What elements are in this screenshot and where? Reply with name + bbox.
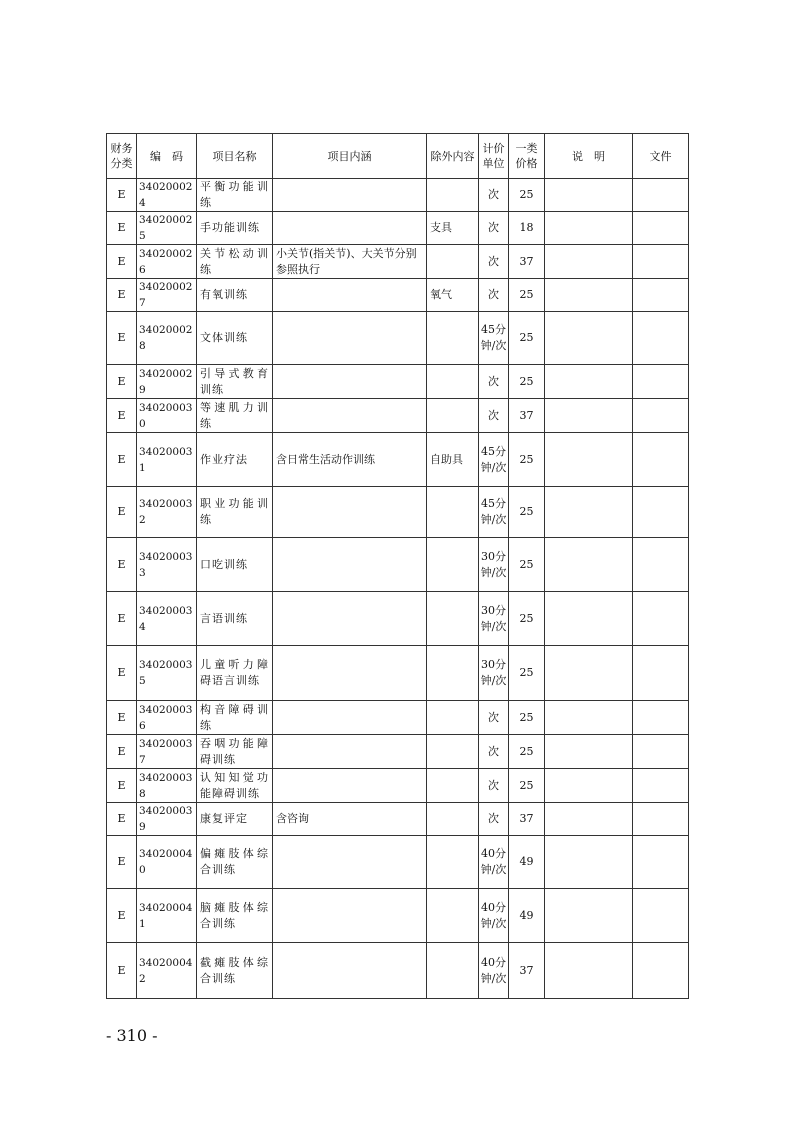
cell-name: 平衡功能训练 xyxy=(197,179,273,212)
cell-content xyxy=(273,538,427,592)
cell-name: 有氧训练 xyxy=(197,279,273,312)
cell-category: E xyxy=(107,212,137,245)
cell-file xyxy=(633,943,689,999)
table-row xyxy=(107,646,689,701)
header-unit: 计价单位 xyxy=(479,134,509,179)
cell-category: E xyxy=(107,365,137,399)
cell-note xyxy=(545,889,633,943)
cell-file xyxy=(633,769,689,803)
header-code: 编 码 xyxy=(137,134,197,179)
cell-exclusion xyxy=(427,312,479,365)
cell-file xyxy=(633,279,689,312)
table-row xyxy=(107,245,689,279)
cell-note xyxy=(545,312,633,365)
cell-price: 25 xyxy=(509,646,545,701)
table-row xyxy=(107,836,689,889)
cell-unit: 45分钟/次 xyxy=(479,487,509,538)
cell-content: 小关节(指关节)、大关节分别参照执行 xyxy=(273,245,427,279)
cell-code: 340200035 xyxy=(137,646,197,701)
cell-file xyxy=(633,592,689,646)
cell-exclusion xyxy=(427,399,479,433)
cell-unit: 次 xyxy=(479,701,509,735)
cell-category: E xyxy=(107,701,137,735)
cell-category: E xyxy=(107,399,137,433)
cell-name: 吞咽功能障碍训练 xyxy=(197,735,273,769)
header-exclusion: 除外内容 xyxy=(427,134,479,179)
cell-exclusion xyxy=(427,803,479,836)
cell-name: 口吃训练 xyxy=(197,538,273,592)
cell-content xyxy=(273,769,427,803)
cell-exclusion: 氧气 xyxy=(427,279,479,312)
cell-category: E xyxy=(107,179,137,212)
cell-name: 等速肌力训练 xyxy=(197,399,273,433)
cell-unit: 45分钟/次 xyxy=(479,312,509,365)
cell-note xyxy=(545,179,633,212)
cell-content: 含咨询 xyxy=(273,803,427,836)
cell-price: 18 xyxy=(509,212,545,245)
cell-file xyxy=(633,487,689,538)
cell-exclusion xyxy=(427,735,479,769)
cell-price: 25 xyxy=(509,769,545,803)
table-row xyxy=(107,433,689,487)
table-row xyxy=(107,769,689,803)
cell-note xyxy=(545,836,633,889)
cell-exclusion: 自助具 xyxy=(427,433,479,487)
cell-unit: 45分钟/次 xyxy=(479,433,509,487)
cell-note xyxy=(545,365,633,399)
header-content: 项目内涵 xyxy=(273,134,427,179)
cell-unit: 30分钟/次 xyxy=(479,646,509,701)
cell-price: 37 xyxy=(509,943,545,999)
cell-code: 340200026 xyxy=(137,245,197,279)
cell-code: 340200038 xyxy=(137,769,197,803)
cell-code: 340200027 xyxy=(137,279,197,312)
cell-category: E xyxy=(107,735,137,769)
cell-category: E xyxy=(107,538,137,592)
cell-unit: 40分钟/次 xyxy=(479,836,509,889)
cell-name: 构音障碍训练 xyxy=(197,701,273,735)
cell-note xyxy=(545,735,633,769)
table-row xyxy=(107,701,689,735)
cell-code: 340200034 xyxy=(137,592,197,646)
cell-category: E xyxy=(107,245,137,279)
cell-content xyxy=(273,943,427,999)
cell-unit: 次 xyxy=(479,179,509,212)
cell-name: 脑瘫肢体综合训练 xyxy=(197,889,273,943)
table-row xyxy=(107,399,689,433)
cell-name: 截瘫肢体综合训练 xyxy=(197,943,273,999)
cell-exclusion xyxy=(427,701,479,735)
cell-category: E xyxy=(107,279,137,312)
table-row xyxy=(107,212,689,245)
cell-price: 25 xyxy=(509,592,545,646)
table-row xyxy=(107,312,689,365)
cell-content xyxy=(273,487,427,538)
cell-content xyxy=(273,836,427,889)
cell-unit: 次 xyxy=(479,803,509,836)
cell-exclusion xyxy=(427,889,479,943)
cell-category: E xyxy=(107,433,137,487)
header-category: 财务分类 xyxy=(107,134,137,179)
cell-note xyxy=(545,538,633,592)
cell-name: 职业功能训练 xyxy=(197,487,273,538)
cell-exclusion xyxy=(427,365,479,399)
cell-file xyxy=(633,433,689,487)
cell-file xyxy=(633,245,689,279)
cell-content xyxy=(273,889,427,943)
cell-code: 340200029 xyxy=(137,365,197,399)
cell-category: E xyxy=(107,769,137,803)
cell-price: 49 xyxy=(509,836,545,889)
cell-unit: 40分钟/次 xyxy=(479,943,509,999)
table-row xyxy=(107,803,689,836)
cell-price: 25 xyxy=(509,365,545,399)
header-price: 一类价格 xyxy=(509,134,545,179)
cell-file xyxy=(633,538,689,592)
cell-content xyxy=(273,646,427,701)
cell-code: 340200033 xyxy=(137,538,197,592)
table-row xyxy=(107,943,689,999)
cell-price: 25 xyxy=(509,538,545,592)
cell-file xyxy=(633,735,689,769)
cell-file xyxy=(633,836,689,889)
cell-note xyxy=(545,646,633,701)
cell-price: 25 xyxy=(509,433,545,487)
cell-note xyxy=(545,803,633,836)
cell-note xyxy=(545,943,633,999)
cell-code: 340200040 xyxy=(137,836,197,889)
cell-price: 49 xyxy=(509,889,545,943)
table-body xyxy=(107,179,689,999)
page-number: - 310 - xyxy=(106,1026,158,1045)
cell-exclusion xyxy=(427,592,479,646)
cell-code: 340200041 xyxy=(137,889,197,943)
cell-price: 25 xyxy=(509,179,545,212)
cell-content xyxy=(273,212,427,245)
cell-code: 340200039 xyxy=(137,803,197,836)
cell-name: 作业疗法 xyxy=(197,433,273,487)
cell-note xyxy=(545,245,633,279)
cell-unit: 30分钟/次 xyxy=(479,538,509,592)
cell-content xyxy=(273,399,427,433)
cell-price: 25 xyxy=(509,312,545,365)
cell-name: 言语训练 xyxy=(197,592,273,646)
cell-content xyxy=(273,735,427,769)
cell-category: E xyxy=(107,836,137,889)
cell-exclusion xyxy=(427,943,479,999)
table-row xyxy=(107,538,689,592)
cell-price: 25 xyxy=(509,701,545,735)
cell-content xyxy=(273,312,427,365)
cell-file xyxy=(633,646,689,701)
table-row xyxy=(107,592,689,646)
cell-code: 340200036 xyxy=(137,701,197,735)
cell-category: E xyxy=(107,943,137,999)
cell-name: 关节松动训练 xyxy=(197,245,273,279)
cell-category: E xyxy=(107,312,137,365)
cell-unit: 次 xyxy=(479,365,509,399)
cell-exclusion xyxy=(427,769,479,803)
cell-note xyxy=(545,769,633,803)
cell-content xyxy=(273,279,427,312)
cell-note xyxy=(545,399,633,433)
cell-exclusion xyxy=(427,179,479,212)
cell-code: 340200028 xyxy=(137,312,197,365)
cell-unit: 30分钟/次 xyxy=(479,592,509,646)
cell-price: 37 xyxy=(509,803,545,836)
cell-category: E xyxy=(107,592,137,646)
cell-unit: 次 xyxy=(479,212,509,245)
cell-price: 37 xyxy=(509,399,545,433)
cell-name: 引导式教育训练 xyxy=(197,365,273,399)
cell-exclusion: 支具 xyxy=(427,212,479,245)
cell-name: 康复评定 xyxy=(197,803,273,836)
cell-exclusion xyxy=(427,245,479,279)
table-row xyxy=(107,365,689,399)
cell-file xyxy=(633,803,689,836)
cell-file xyxy=(633,312,689,365)
cell-content xyxy=(273,179,427,212)
cell-name: 偏瘫肢体综合训练 xyxy=(197,836,273,889)
cell-unit: 次 xyxy=(479,735,509,769)
cell-unit: 次 xyxy=(479,245,509,279)
cell-code: 340200037 xyxy=(137,735,197,769)
header-file: 文件 xyxy=(633,134,689,179)
cell-note xyxy=(545,592,633,646)
cell-content: 含日常生活动作训练 xyxy=(273,433,427,487)
cell-note xyxy=(545,701,633,735)
cell-code: 340200042 xyxy=(137,943,197,999)
cell-content xyxy=(273,592,427,646)
table-header-row xyxy=(107,134,689,179)
cell-name: 认知知觉功能障碍训练 xyxy=(197,769,273,803)
cell-file xyxy=(633,212,689,245)
table-row xyxy=(107,487,689,538)
cell-category: E xyxy=(107,803,137,836)
cell-code: 340200032 xyxy=(137,487,197,538)
cell-price: 25 xyxy=(509,735,545,769)
cell-file xyxy=(633,365,689,399)
cell-code: 340200025 xyxy=(137,212,197,245)
cell-unit: 次 xyxy=(479,399,509,433)
cell-note xyxy=(545,487,633,538)
table-row xyxy=(107,279,689,312)
cell-unit: 次 xyxy=(479,769,509,803)
table-row xyxy=(107,889,689,943)
cell-content xyxy=(273,365,427,399)
cell-code: 340200030 xyxy=(137,399,197,433)
cell-file xyxy=(633,701,689,735)
cell-name: 儿童听力障碍语言训练 xyxy=(197,646,273,701)
header-name: 项目名称 xyxy=(197,134,273,179)
cell-note xyxy=(545,279,633,312)
cell-name: 手功能训练 xyxy=(197,212,273,245)
cell-name: 文体训练 xyxy=(197,312,273,365)
cell-file xyxy=(633,399,689,433)
cell-price: 37 xyxy=(509,245,545,279)
cell-note xyxy=(545,433,633,487)
cell-exclusion xyxy=(427,538,479,592)
cell-price: 25 xyxy=(509,279,545,312)
header-note: 说 明 xyxy=(545,134,633,179)
cell-exclusion xyxy=(427,836,479,889)
cell-unit: 40分钟/次 xyxy=(479,889,509,943)
cell-code: 340200031 xyxy=(137,433,197,487)
cell-file xyxy=(633,889,689,943)
cell-category: E xyxy=(107,646,137,701)
cell-content xyxy=(273,701,427,735)
cell-file xyxy=(633,179,689,212)
cell-note xyxy=(545,212,633,245)
cell-exclusion xyxy=(427,487,479,538)
table-row xyxy=(107,735,689,769)
table-row xyxy=(107,179,689,212)
cell-category: E xyxy=(107,487,137,538)
cell-unit: 次 xyxy=(479,279,509,312)
cell-price: 25 xyxy=(509,487,545,538)
cell-category: E xyxy=(107,889,137,943)
cell-code: 340200024 xyxy=(137,179,197,212)
cell-exclusion xyxy=(427,646,479,701)
price-table xyxy=(106,133,689,999)
